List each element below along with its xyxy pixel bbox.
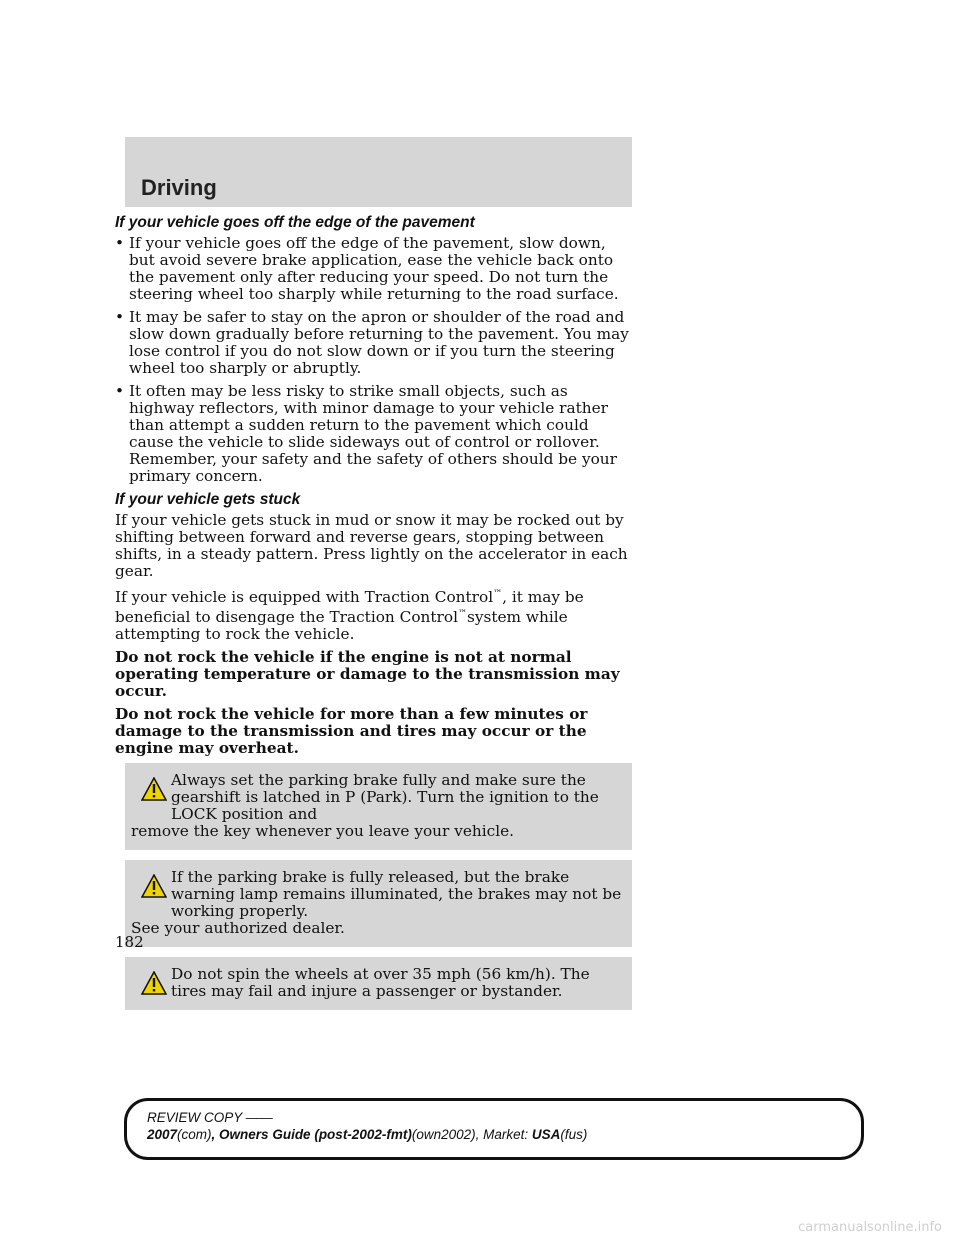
stuck-paragraph: If your vehicle gets stuck in mud or snow it may be rocked out by shifting between forward and reverse gears, stopping between shifts, in a steady pattern. Press lightly on the accelerator in each gear.	[115, 511, 628, 580]
list-item: • It often may be less risky to strike small objects, such as highway reflectors, with minor damage to your vehicle rather than attempt a sudden return to the pavement which could cause the vehicle to slide sideways out of control or rollover. Remember, your safety and the safety of others should be your primary concern.	[115, 382, 617, 485]
bullet-icon: •	[115, 382, 125, 400]
bold-caution-temperature: Do not rock the vehicle if the engine is not at normal operating temperature or damage to the transmission may occur.	[115, 648, 620, 701]
document-info: 2007(com), Owners Guide (post-2002-fmt)(own2002), Market: USA(fus)	[147, 1127, 588, 1142]
warning-box-brake-lamp: If the parking brake is fully released, but the brake warning lamp remains illuminated, the brakes may not be working properly. See your authorized dealer.	[125, 860, 632, 947]
subheading-off-pavement: If your vehicle goes off the edge of the pavement	[115, 214, 475, 231]
traction-control-paragraph: If your vehicle is equipped with Traction Control™, it may be beneficial to disengage the Traction Control™system while attempting to rock the vehicle.	[115, 588, 584, 644]
warning-box-parking-brake: Always set the parking brake fully and make sure the gearshift is latched in P (Park). Turn the ignition to the LOCK position and remove the key whenever you leave your vehicle.	[125, 763, 632, 850]
trademark-symbol: ™	[457, 609, 467, 620]
review-copy-label: REVIEW COPY ——	[147, 1110, 273, 1125]
section-title: Driving	[141, 175, 217, 200]
page-number: 182	[115, 933, 144, 951]
section-header-band	[125, 137, 632, 207]
page-content	[115, 214, 630, 1020]
bullet-icon: •	[115, 234, 125, 252]
site-watermark: carmanualsonline.info	[798, 1220, 942, 1235]
bold-caution-duration: Do not rock the vehicle for more than a few minutes or damage to the transmission and tires may occur or the engine may overheat.	[115, 705, 588, 758]
warning-triangle-icon	[141, 777, 167, 801]
list-item: • If your vehicle goes off the edge of the pavement, slow down, but avoid severe brake application, ease the vehicle back onto the pavement only after reducing your speed. Do not turn the steering wheel too sharply while returning to the road surface.	[115, 234, 619, 303]
review-copy-footer	[124, 1098, 864, 1160]
off-pavement-list	[115, 235, 630, 485]
trademark-symbol: ™	[493, 589, 503, 599]
subheading-stuck: If your vehicle gets stuck	[115, 491, 301, 508]
bullet-icon: •	[115, 308, 125, 326]
list-item: • It may be safer to stay on the apron or shoulder of the road and slow down gradually before returning to the pavement. You may lose control if you do not slow down or if you turn the steering wheel too sharply or abruptly.	[115, 308, 629, 377]
warning-triangle-icon	[141, 971, 167, 995]
warning-box-wheel-spin: Do not spin the wheels at over 35 mph (56 km/h). The tires may fail and injure a passenger or bystander.	[125, 957, 632, 1010]
warning-triangle-icon	[141, 874, 167, 898]
